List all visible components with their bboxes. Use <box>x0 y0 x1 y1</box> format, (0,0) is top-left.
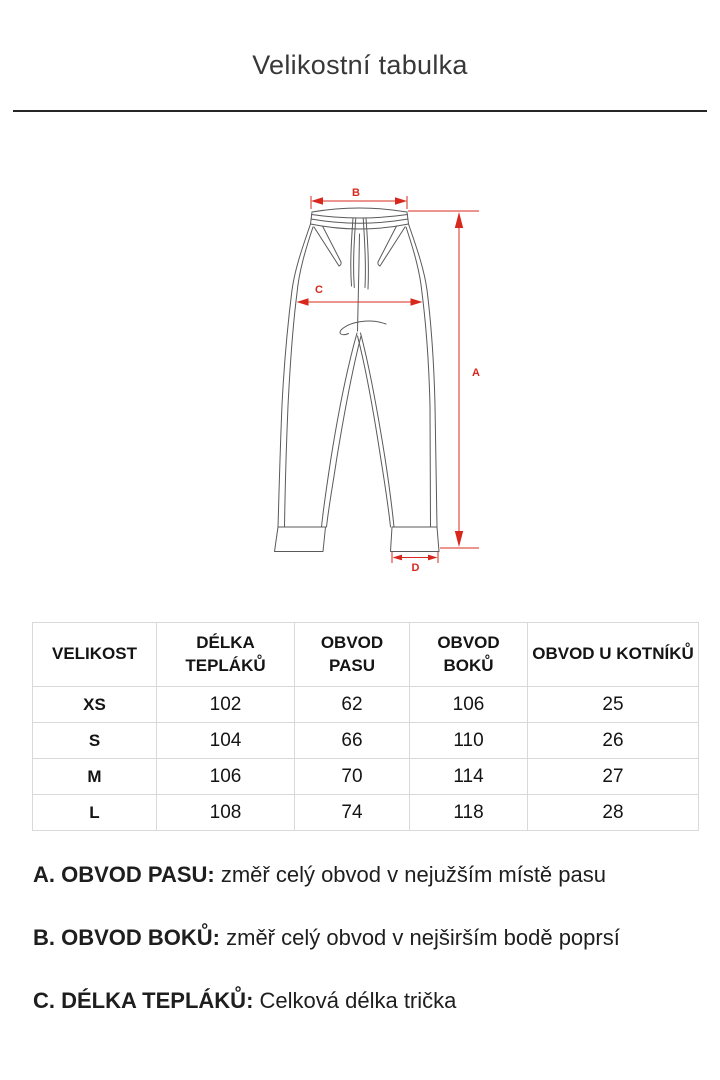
title-divider <box>13 110 707 112</box>
table-row-s <box>33 723 699 759</box>
column-header-size: VELIKOST <box>33 623 157 687</box>
dimension-label-d: D <box>411 562 420 574</box>
value-cell: 104 <box>157 723 295 759</box>
value-cell: 25 <box>528 687 699 723</box>
value-cell: 102 <box>157 687 295 723</box>
value-cell: 27 <box>528 759 699 795</box>
dimension-label-b: B <box>352 187 360 199</box>
legend-description-c: Celková délka trička <box>253 988 457 1013</box>
pants-outline <box>275 208 440 552</box>
column-header-ankle: OBVOD U KOTNÍKŮ <box>528 623 699 687</box>
value-cell: 106 <box>157 759 295 795</box>
value-cell: 66 <box>295 723 410 759</box>
size-cell: M <box>33 759 157 795</box>
table-header-row <box>33 623 699 687</box>
table-row-m <box>33 759 699 795</box>
value-cell: 118 <box>410 795 528 831</box>
dimension-label-a: A <box>472 367 480 379</box>
dimension-arrowheads <box>297 197 464 560</box>
size-cell: S <box>33 723 157 759</box>
table-row-xs <box>33 687 699 723</box>
value-cell: 28 <box>528 795 699 831</box>
legend-term-a: A. OBVOD PASU: <box>33 862 215 887</box>
value-cell: 106 <box>410 687 528 723</box>
dimension-labels <box>315 187 480 574</box>
value-cell: 74 <box>295 795 410 831</box>
table-row-l <box>33 795 699 831</box>
column-header-hips: OBVOD BOKŮ <box>410 623 528 687</box>
size-table <box>32 622 699 831</box>
legend-description-b: změř celý obvod v nejširším bodě poprsí <box>220 925 620 950</box>
value-cell: 62 <box>295 687 410 723</box>
legend-item-c <box>33 988 703 1014</box>
legend-item-a <box>33 862 703 888</box>
value-cell: 108 <box>157 795 295 831</box>
value-cell: 114 <box>410 759 528 795</box>
dimension-lines <box>306 196 479 563</box>
sweatpants-diagram <box>195 150 525 610</box>
dimension-label-c: C <box>315 284 323 296</box>
value-cell: 110 <box>410 723 528 759</box>
size-cell: L <box>33 795 157 831</box>
value-cell: 26 <box>528 723 699 759</box>
size-cell: XS <box>33 687 157 723</box>
value-cell: 70 <box>295 759 410 795</box>
page-title: Velikostní tabulka <box>252 50 468 80</box>
legend-description-a: změř celý obvod v nejužším místě pasu <box>214 862 606 887</box>
legend-term-c: C. DÉLKA TEPLÁKŮ: <box>33 988 254 1013</box>
column-header-length: DÉLKA TEPLÁKŮ <box>157 623 295 687</box>
column-header-waist: OBVOD PASU <box>295 623 410 687</box>
legend-item-b <box>33 925 703 951</box>
legend-term-b: B. OBVOD BOKŮ: <box>33 925 220 950</box>
